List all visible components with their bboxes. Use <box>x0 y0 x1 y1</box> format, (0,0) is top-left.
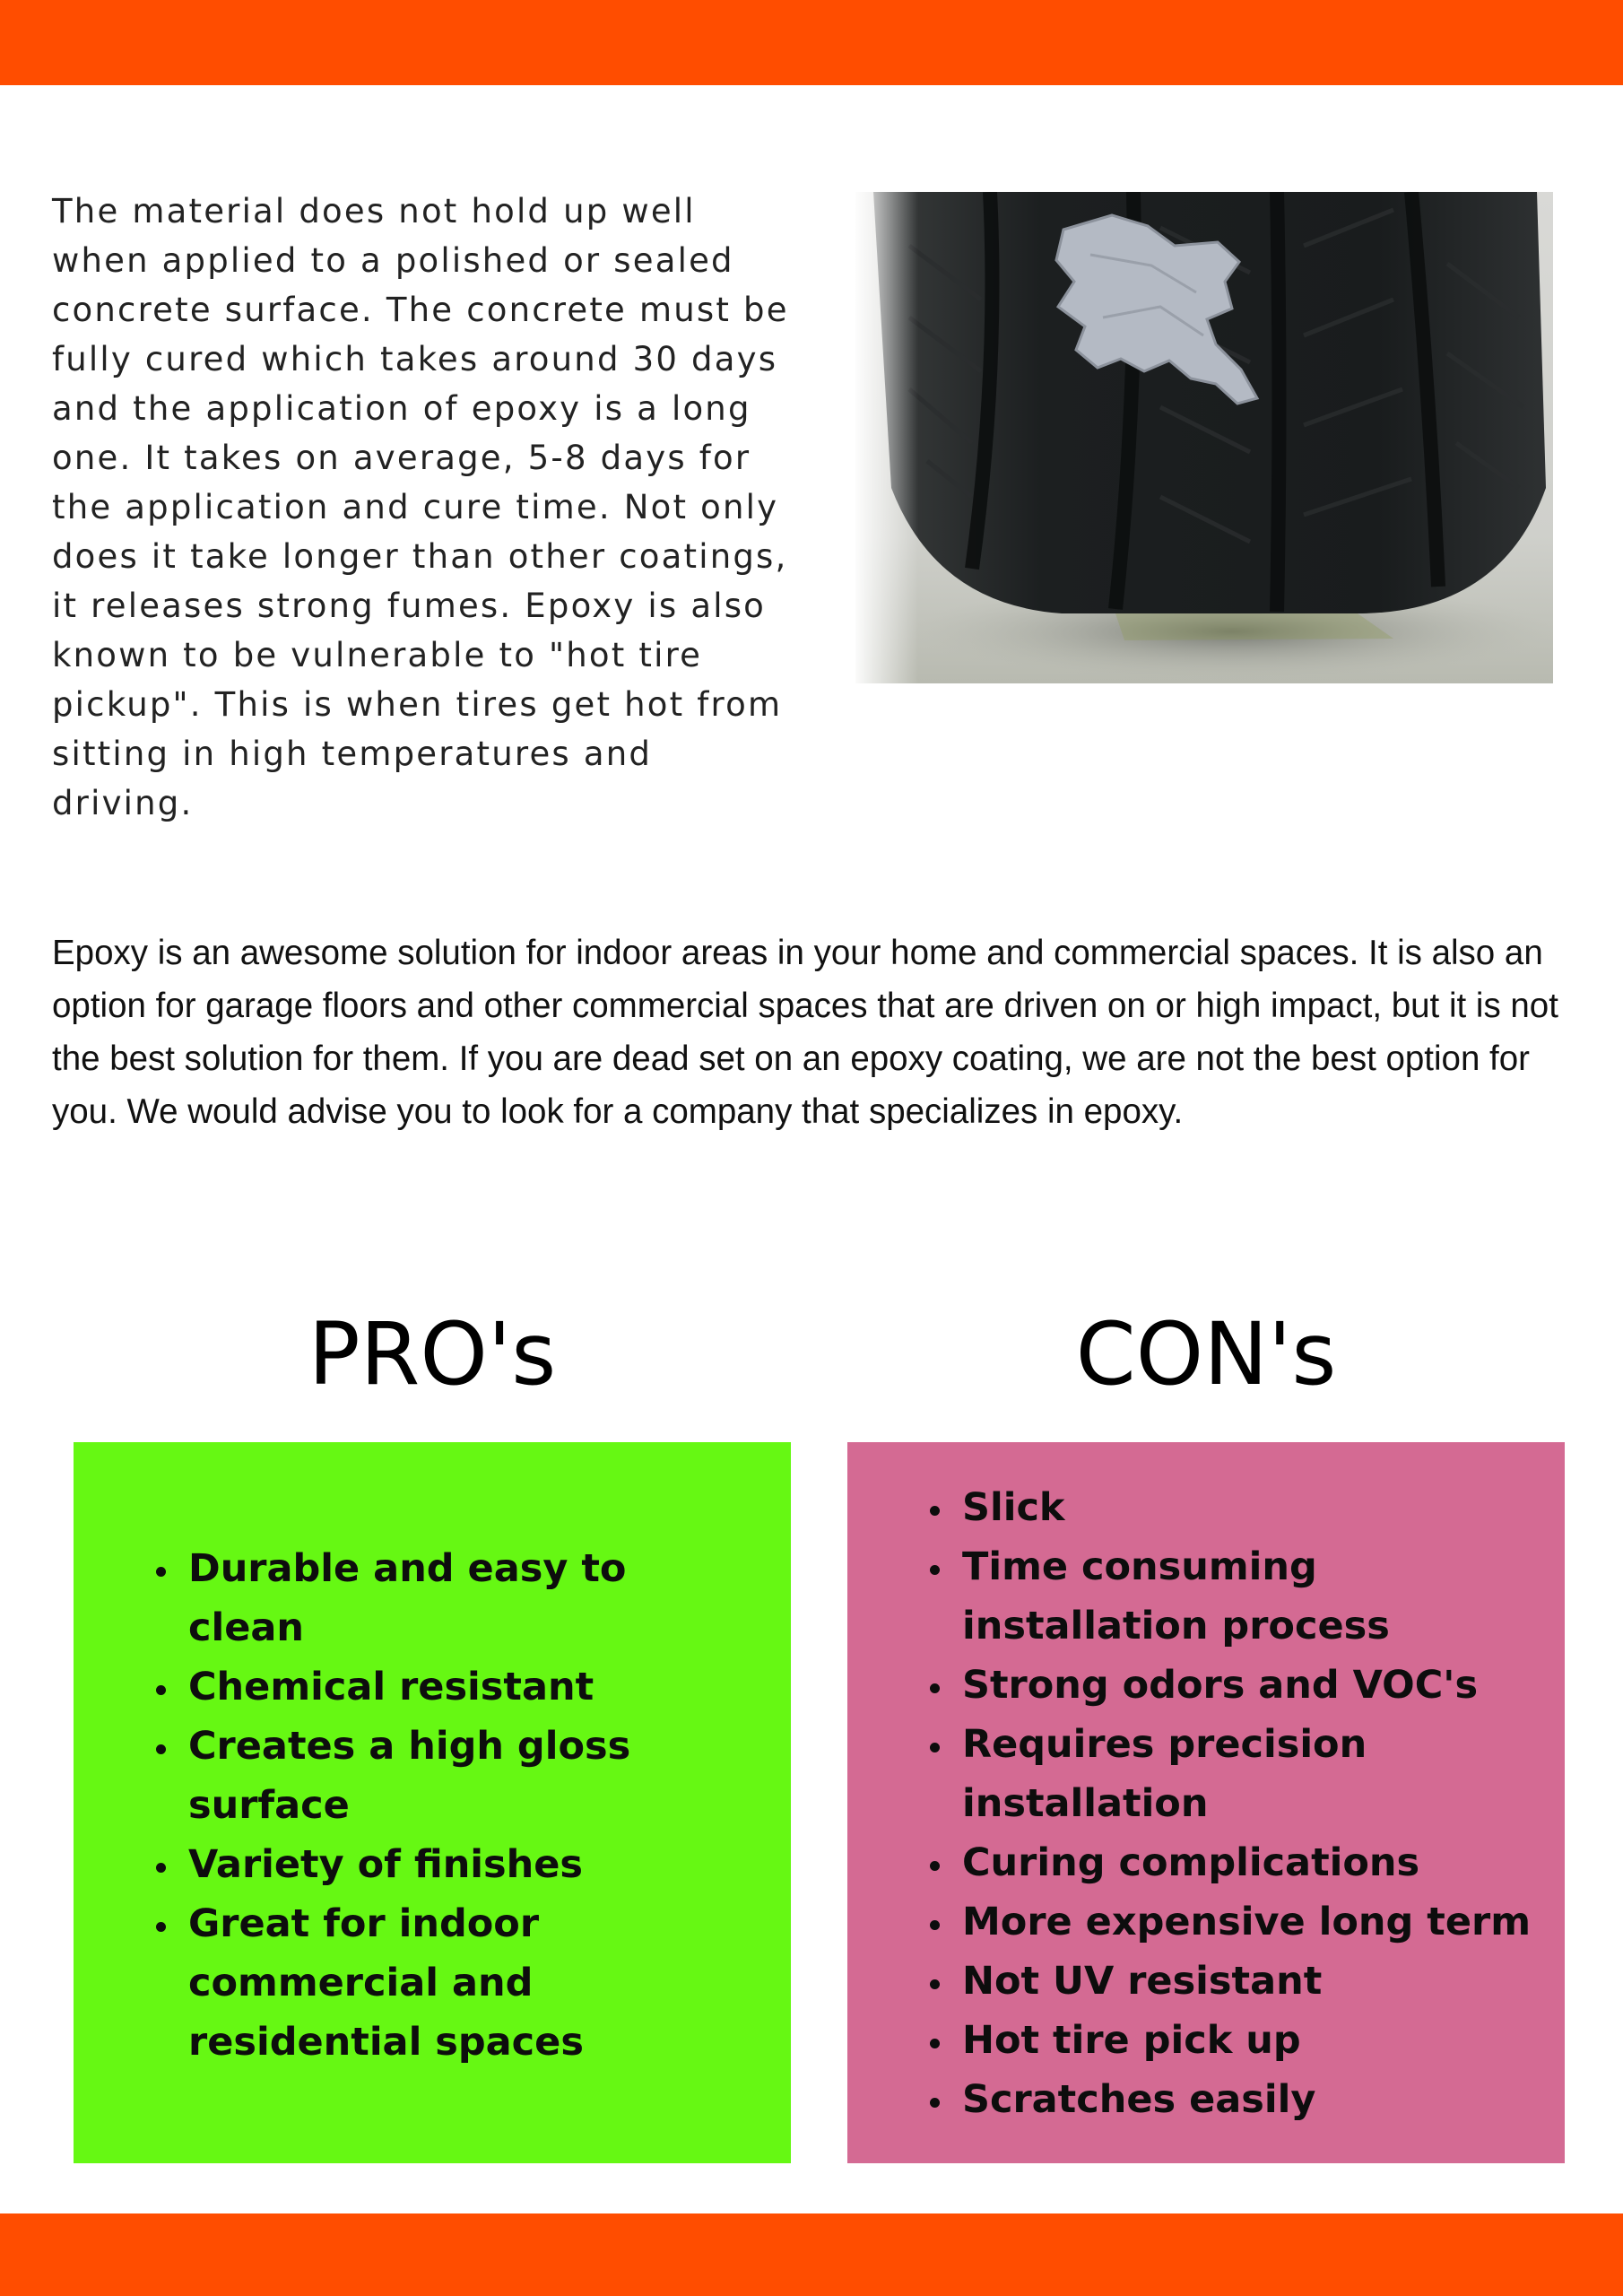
pros-list <box>74 1442 791 2072</box>
bottom-accent-bar <box>0 2213 1623 2296</box>
pros-list-item: • Creates a high gloss surface <box>181 1717 755 1835</box>
cons-list-item: • More expensive long term <box>955 1892 1538 1952</box>
cons-heading: CON's <box>1075 1304 1337 1405</box>
cons-list <box>847 1442 1565 2129</box>
pros-list-item: • Durable and easy to clean <box>181 1539 755 1657</box>
pros-heading: PRO's <box>308 1304 557 1405</box>
cons-panel <box>847 1442 1565 2163</box>
summary-paragraph: Epoxy is an awesome solution for indoor areas in your home and commercial spaces. It is also an option for garage floors and other commercial spaces that are driven on or high impact, but it is not the best solution for them. If you are dead set on an epoxy coating, we are not the best option for you. We would advise you to look for a company that specializes in epoxy. <box>52 934 1558 1131</box>
pros-list-item: • Chemical resistant <box>181 1657 755 1717</box>
intro-paragraph: The material does not hold up well when applied to a polished or sealed concrete surface. The concrete must be fully cured which takes around 30 days and the application of epoxy is a long one. It takes on average, 5-8 days for the application and cure time. Not only does it take longer than other coatings, it releases strong fumes. Epoxy is also known to be vulnerable to "hot tire pickup". This is when tires get hot from sitting in high temperatures and driving. <box>52 192 789 822</box>
cons-list-item: • Hot tire pick up <box>955 2011 1538 2070</box>
cons-list-item: • Requires precision installation <box>955 1715 1538 1833</box>
top-accent-bar <box>0 0 1623 85</box>
cons-list-item: • Strong odors and VOC's <box>955 1656 1538 1715</box>
cons-list-item: • Not UV resistant <box>955 1952 1538 2011</box>
pros-list-item: • Variety of finishes <box>181 1835 755 1894</box>
tire-photo <box>855 192 1553 683</box>
pros-panel <box>74 1442 791 2163</box>
pros-list-item: • Great for indoor commercial and residential spaces <box>181 1894 755 2072</box>
cons-list-item: • Slick <box>955 1478 1538 1537</box>
cons-list-item: • Time consuming installation process <box>955 1537 1538 1656</box>
cons-list-item: • Curing complications <box>955 1833 1538 1892</box>
cons-list-item: • Scratches easily <box>955 2070 1538 2129</box>
